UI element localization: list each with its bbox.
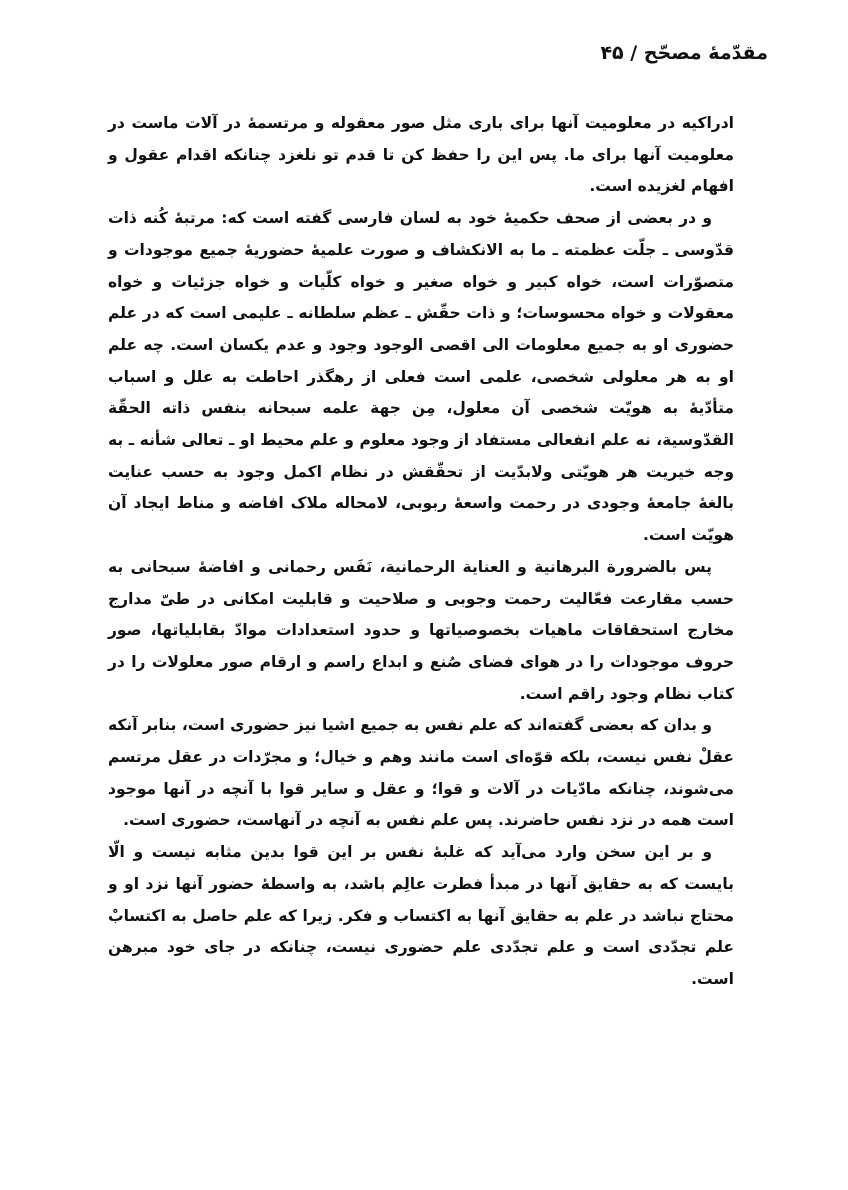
paragraph-3: پس بالضرورة البرهانیة و العنایة الرحمانیة، نَفَس رحمانی و افاضهٔ سبحانی به حسب مقارعت فعّالیت رحمت وجوبی و صلاحیت و قابلیت امکانی در طیّ مدارج مخارج استحقاقات ماهیات بخصوصیاتها و حدود استعدادات موادّ بقابلیاتها، صور حروف موجودات را در هوای فضای صُنع و ابداع راسم و ارقام صور معلولات را در کتاب نظام وجود راقم است. bbox=[108, 557, 734, 703]
paragraph-1: ادراکیه در معلومیت آنها برای باری مثل صور معقوله و مرتسمهٔ در آلات ماست در معلومیت آنها برای ما. پس این را حفظ کن تا قدم تو نلغزد چنانکه اقدام عقول و افهام لغزیده است. bbox=[108, 114, 734, 196]
paragraph-5: و بر این سخن وارد می‌آید که غلبهٔ نفس بر این قوا بدین مثابه نیست و الّا بایست که به حقایق آنها در مبدأ فطرت عالِم باشد، به واسطهٔ حضور آنها نزد او و محتاج نباشد در علم به حقایق آنها به اکتساب و فکر. زیرا که علم حاصل به اکتسابْ علم تجدّدی است و علم تجدّدی علم حضوری نیست، چنانکه در جای خود مبرهن است. bbox=[108, 843, 734, 988]
running-header: مقدّمهٔ مصحّح / ۴۵ bbox=[600, 42, 768, 64]
paragraph-2: و در بعضی از صحف حکمیهٔ خود به لسان فارسی گفته است که: مرتبهٔ کُنه ذات قدّوسی ـ جلّت عظمته ـ ما به الانکشاف و صورت علمیهٔ حضوریهٔ جمیع موجودات و متصوّرات است، خواه کبیر و خواه صغیر و خواه کلّیات و خواه جزئیات و خواه معقولات و خواه محسوسات؛ و ذات حقّش ـ عظم سلطانه ـ علیمی است که در علم حضوری او به جمیع معلومات الی اقصی الوجود وجود و عدم یکسان است. چه علم او به هر معلولی شخصی، علمی است فعلی از رهگذر احاطت به علل و اسباب متأدّیهٔ به هویّت شخصی آن معلول، مِن جهة علمه سبحانه بنفس ذاته الحقّة القدّوسیة، نه علم انفعالی مستفاد از وجود معلوم و علم محیط او ـ تعالی شأنه ـ به وجه خیریت هر هویّتی ولابدّیت از تحقّقش در نظام اکمل وجود به حسب عنایت بالغهٔ جامعهٔ وجودی در رحمت واسعهٔ ربوبی، لامحاله ملاک افاضه و مناط ایجاد آن هویّت است. bbox=[108, 209, 734, 545]
body-text bbox=[108, 108, 734, 996]
paragraph-4: و بدان که بعضی گفته‌اند که علم نفس به جمیع اشیا نیز حضوری است، بنابر آنکه عقلْ نفس نیست، بلکه قوّه‌ای است مانند وهم و خیال؛ و مجرّدات در عقل مرتسم می‌شوند، چنانکه مادّیات در آلات و قوا؛ و عقل و سایر قوا با آنچه در آنها موجود است همه در نزد نفس حاضرند. پس علم نفس به آنچه در آنهاست، حضوری است. bbox=[108, 716, 734, 830]
